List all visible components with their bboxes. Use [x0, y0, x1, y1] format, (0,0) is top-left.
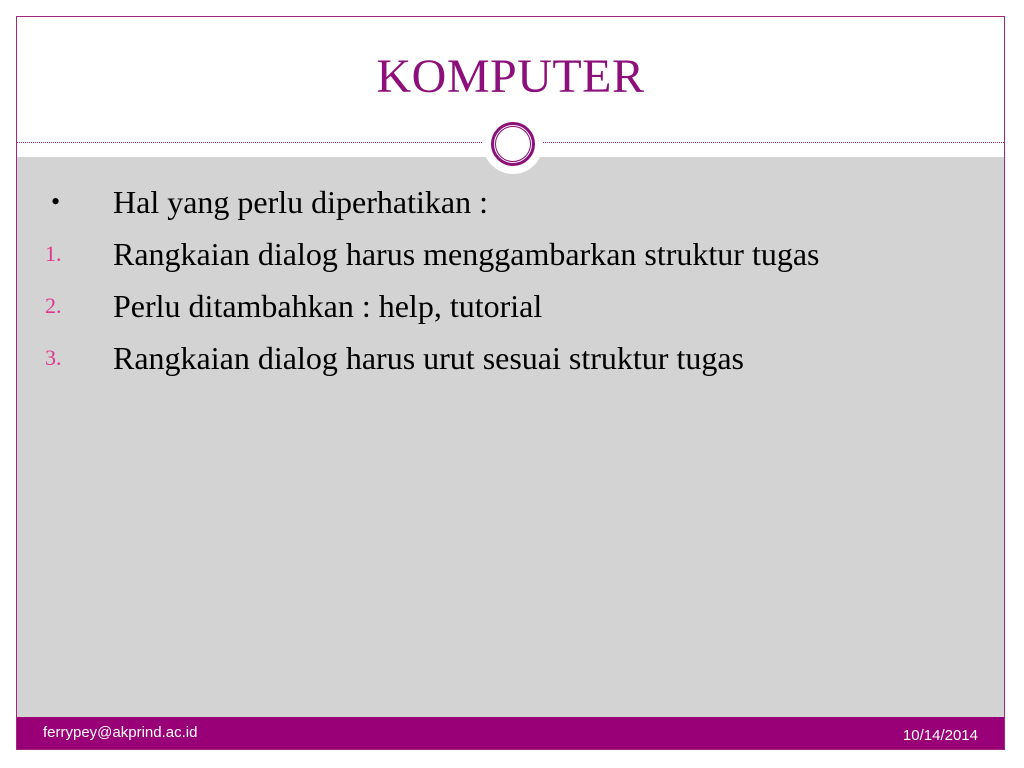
list-item-text: Perlu ditambahkan : help, tutorial [113, 288, 543, 324]
footer-bar [17, 717, 1004, 750]
list-item [17, 183, 1004, 221]
list-number: 1. [45, 241, 62, 266]
list-item-text: Rangkaian dialog harus menggambarkan struktur tugas [113, 236, 820, 272]
list-number: 2. [45, 293, 62, 318]
bullet-icon: • [51, 187, 61, 216]
list-number: 3. [45, 345, 62, 370]
footer-date: 10/14/2014 [902, 727, 978, 744]
slide-frame [16, 16, 1005, 750]
list-item [17, 235, 1004, 273]
slide-title: KOMPUTER [376, 50, 645, 103]
content-list [17, 183, 1004, 391]
inner-ring-icon [495, 126, 531, 162]
footer-email: ferrypey@akprind.ac.id [43, 724, 198, 741]
list-item [17, 339, 1004, 377]
list-item-text: Hal yang perlu diperhatikan : [113, 184, 488, 220]
list-item [17, 287, 1004, 325]
list-item-text: Rangkaian dialog harus urut sesuai struktur tugas [113, 340, 744, 376]
